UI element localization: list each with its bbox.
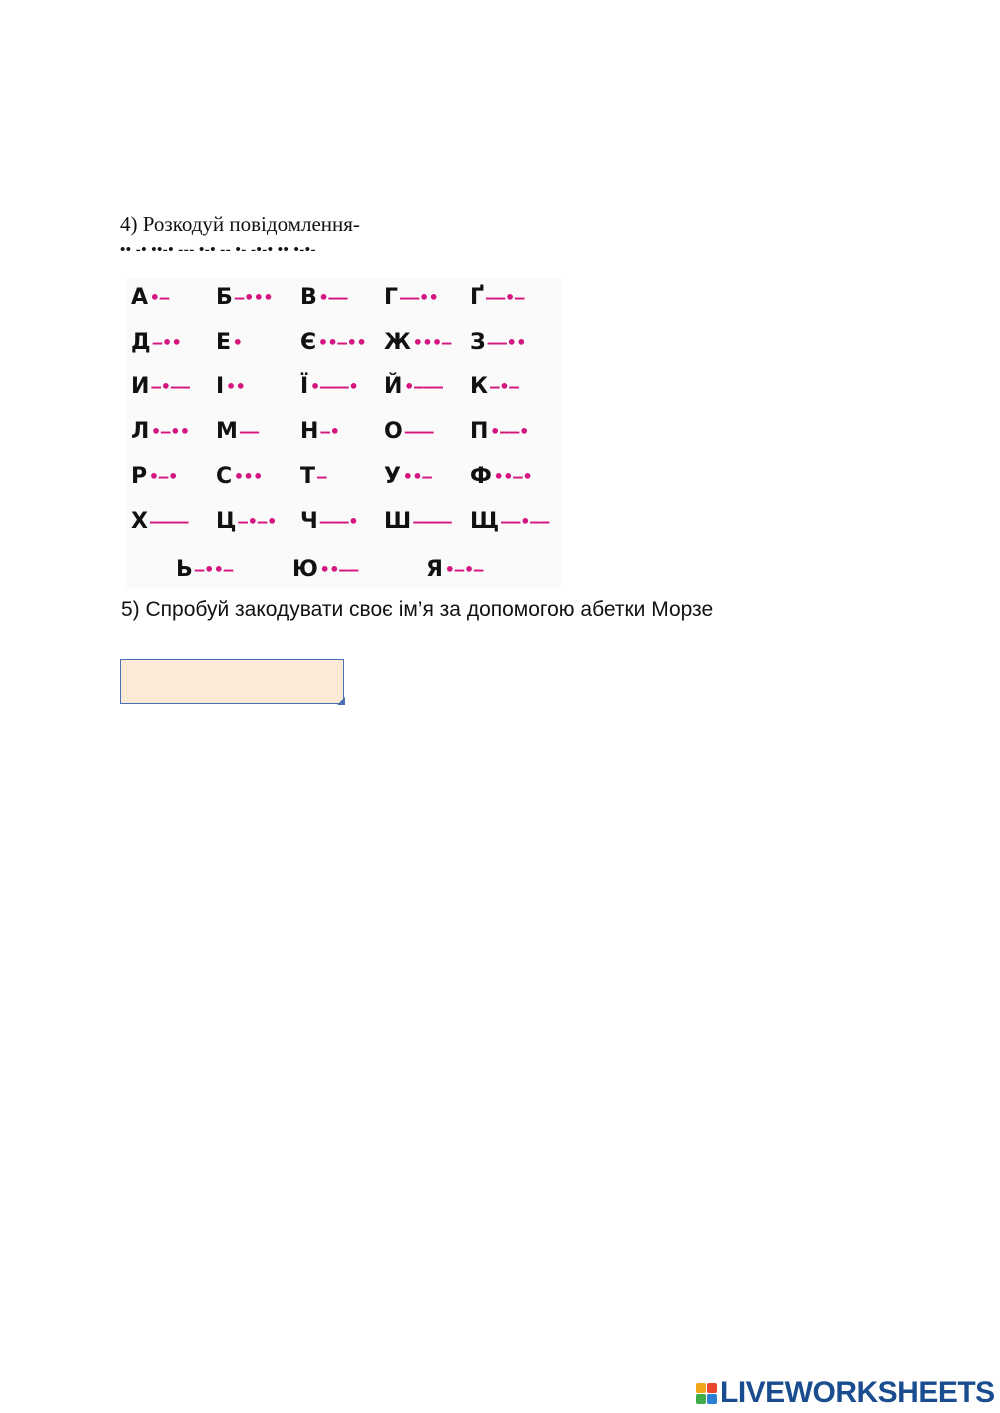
morse-letter: А <box>131 284 149 310</box>
morse-entry <box>131 461 178 491</box>
liveworksheets-logo <box>696 1375 995 1411</box>
morse-letter: З <box>470 329 486 355</box>
morse-code: –•–• <box>238 511 277 531</box>
morse-code: –•– <box>489 376 519 396</box>
morse-letter: И <box>131 373 150 399</box>
morse-entry <box>300 371 358 401</box>
morse-entry <box>300 461 327 491</box>
morse-code: ••–•• <box>318 332 367 352</box>
morse-code: •–– <box>318 287 348 307</box>
morse-entry <box>131 282 169 312</box>
morse-entry <box>470 282 525 312</box>
task-5-title: 5) Спробуй закодувати своє ім’я за допомогою абетки Морзе <box>121 598 714 621</box>
morse-letter: Н <box>300 418 319 444</box>
morse-code: •– <box>150 287 170 307</box>
morse-entry <box>216 461 263 491</box>
morse-letter: В <box>300 284 317 310</box>
morse-letter: Є <box>300 329 317 355</box>
morse-letter: Ґ <box>470 284 485 310</box>
morse-entry <box>131 416 190 446</box>
morse-code: –••– <box>194 559 234 579</box>
morse-letter: Х <box>131 508 148 534</box>
morse-code: ••–– <box>319 559 359 579</box>
morse-code: –•• <box>152 332 182 352</box>
morse-letter: М <box>216 418 238 444</box>
morse-entry <box>384 461 432 491</box>
morse-code: •–––• <box>310 376 359 396</box>
morse-code: –––– <box>149 511 189 531</box>
morse-code: –• <box>320 421 340 441</box>
morse-letter: О <box>384 418 403 444</box>
morse-entry <box>470 416 529 446</box>
logo-square-v <box>696 1394 706 1404</box>
morse-code: •––• <box>490 421 529 441</box>
morse-entry <box>384 327 451 357</box>
morse-code: ––•• <box>487 332 527 352</box>
morse-entry <box>470 327 526 357</box>
morse-entry <box>216 506 277 536</box>
morse-entry <box>384 371 443 401</box>
morse-code: ––•–– <box>501 511 550 531</box>
morse-letter: Т <box>300 463 316 489</box>
morse-entry <box>300 327 366 357</box>
morse-entry <box>470 506 549 536</box>
morse-code: ••• <box>234 466 264 486</box>
morse-letter: Ї <box>300 373 309 399</box>
morse-letter: Ю <box>292 556 318 582</box>
morse-entry <box>131 506 189 536</box>
morse-code: ––– <box>404 421 434 441</box>
morse-entry <box>384 282 439 312</box>
morse-entry <box>216 327 243 357</box>
morse-entry <box>216 371 245 401</box>
morse-letter: Й <box>384 373 403 399</box>
morse-code: –––• <box>319 511 359 531</box>
morse-code: •–• <box>149 466 179 486</box>
morse-letter: Ш <box>384 508 412 534</box>
morse-letter: С <box>216 463 233 489</box>
morse-entry <box>384 506 452 536</box>
morse-code: •––– <box>404 376 443 396</box>
morse-letter: У <box>384 463 401 489</box>
morse-entry <box>216 282 273 312</box>
morse-letter: Ж <box>384 329 411 355</box>
morse-entry <box>300 282 348 312</box>
task-4-title: 4) Розкодуй повідомлення- <box>120 212 360 236</box>
morse-letter: Б <box>216 284 233 310</box>
morse-letter: Ь <box>176 556 193 582</box>
morse-code: •••– <box>412 332 452 352</box>
morse-letter: Ф <box>470 463 492 489</box>
morse-letter: Я <box>426 556 443 582</box>
morse-entry <box>300 416 340 446</box>
morse-entry <box>131 371 190 401</box>
morse-entry <box>292 554 358 584</box>
morse-code: –––– <box>413 511 452 531</box>
task-4-morse-message: •• -• ••-• --- •-• -- •- -•-• •• •-•- <box>120 242 316 258</box>
morse-code: – <box>317 466 327 486</box>
morse-code: ––•• <box>400 287 439 307</box>
morse-entry <box>384 416 434 446</box>
morse-entry <box>426 554 483 584</box>
morse-code: –– <box>239 421 260 441</box>
morse-code: • <box>233 332 243 352</box>
morse-code: –•–– <box>151 376 190 396</box>
morse-letter: Щ <box>470 508 500 534</box>
morse-entry <box>470 461 532 491</box>
morse-code: ••–• <box>493 466 533 486</box>
morse-entry <box>131 327 182 357</box>
resize-corner-icon <box>337 697 345 705</box>
morse-code: •–•• <box>151 421 190 441</box>
morse-letter: Ч <box>300 508 318 534</box>
answer-input[interactable] <box>120 659 344 704</box>
morse-code: •• <box>226 376 246 396</box>
morse-letter: Л <box>131 418 150 444</box>
morse-code: •–•– <box>444 559 484 579</box>
morse-letter: Ц <box>216 508 237 534</box>
morse-letter: Д <box>131 329 151 355</box>
morse-letter: І <box>216 373 225 399</box>
morse-code: –••• <box>234 287 274 307</box>
morse-code: ••– <box>402 466 432 486</box>
logo-square-i <box>707 1383 717 1393</box>
morse-entry <box>300 506 358 536</box>
morse-code: ––•– <box>486 287 525 307</box>
morse-letter: Г <box>384 284 399 310</box>
logo-text: LIVEWORKSHEETS <box>720 1376 995 1409</box>
morse-entry <box>216 416 259 446</box>
logo-square-l <box>696 1383 706 1393</box>
morse-entry <box>176 554 233 584</box>
morse-letter: Р <box>131 463 148 489</box>
logo-mark-icon <box>696 1383 717 1404</box>
morse-letter: Е <box>216 329 232 355</box>
morse-alphabet-table <box>126 278 561 588</box>
logo-square-e <box>707 1394 717 1404</box>
morse-letter: П <box>470 418 489 444</box>
morse-letter: К <box>470 373 488 399</box>
morse-entry <box>470 371 519 401</box>
